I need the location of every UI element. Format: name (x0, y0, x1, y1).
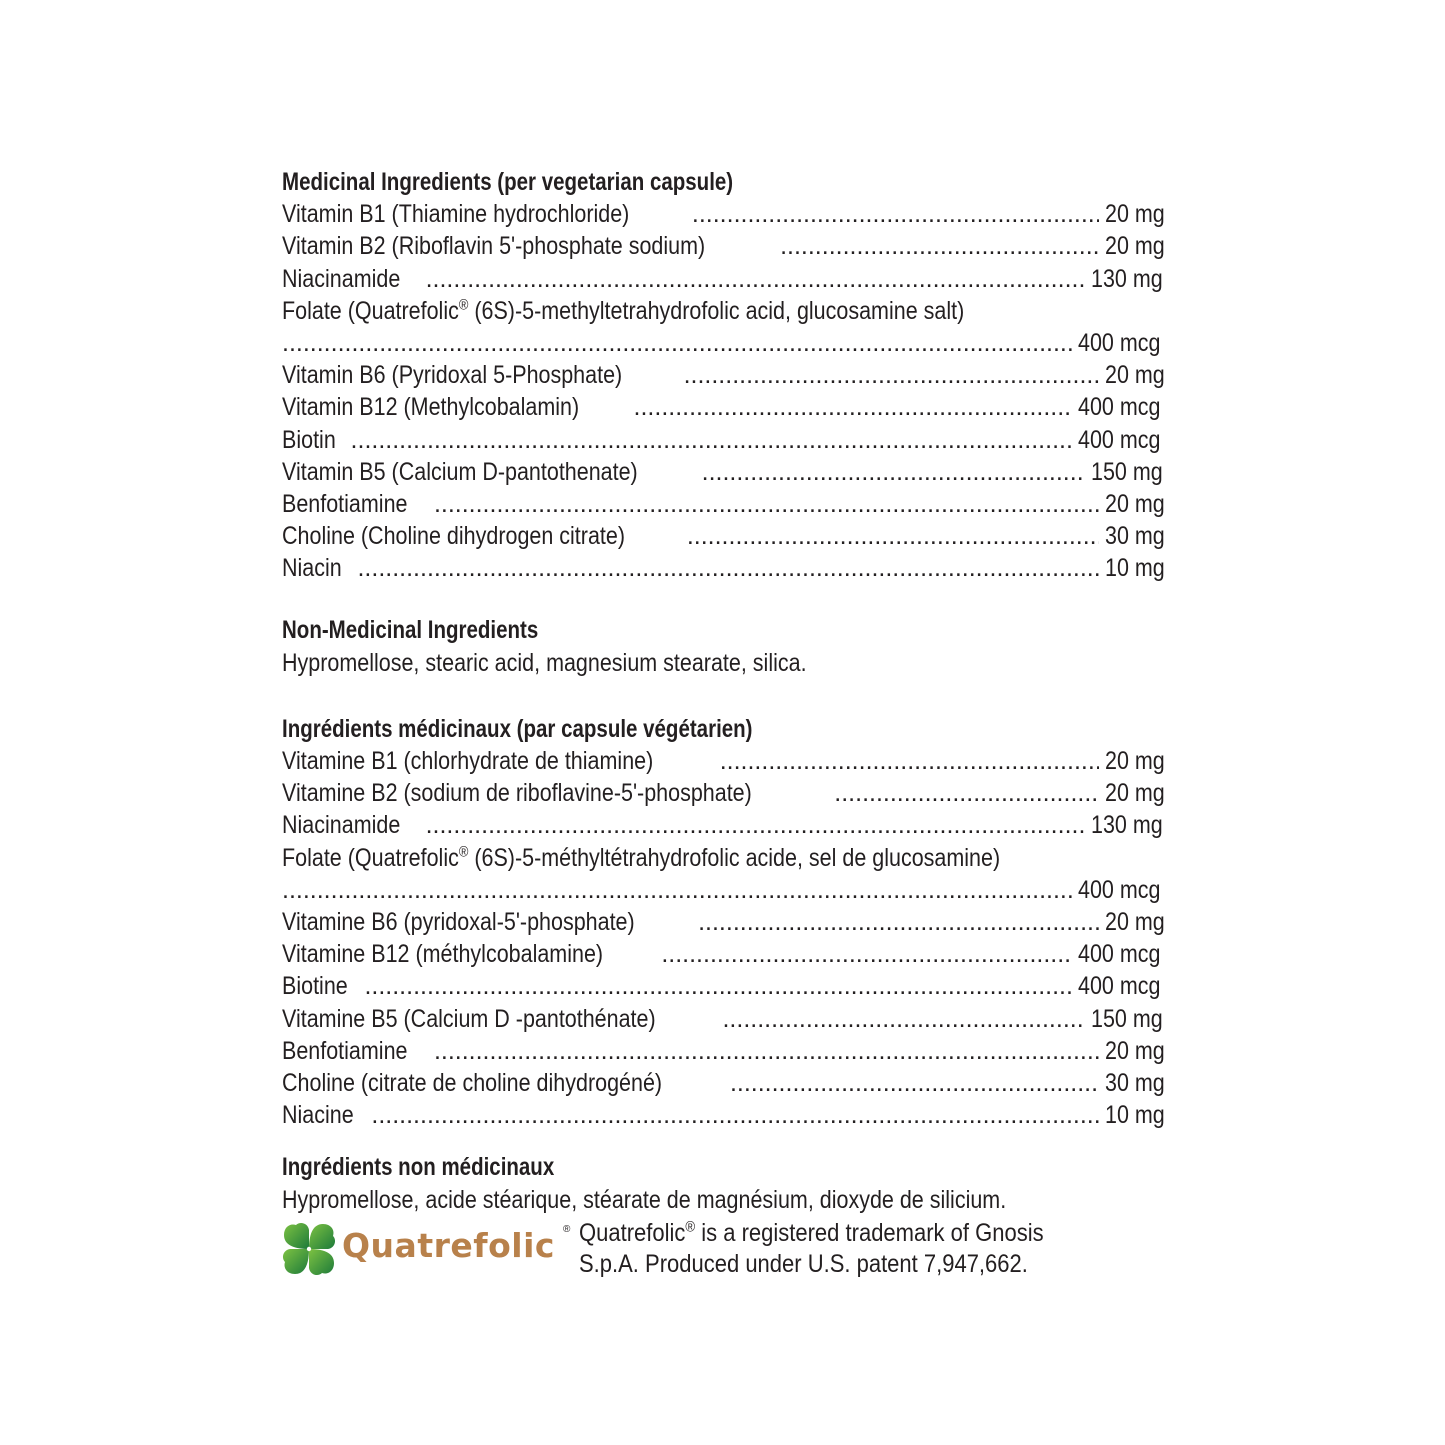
ingredient-row: Vitamin B5 (Calcium D-pantothenate) ..... 150 mg (282, 456, 1174, 488)
ingredient-row: Vitamin B6 (Pyridoxal 5-Phosphate) ..... 20 mg (282, 359, 1174, 391)
ingredient-row: Vitamine B12 (méthylcobalamine) ..... 400 mcg (282, 938, 1174, 970)
ingredients-medicinaux-heading: Ingrédients médicinaux (par capsule végétarien) (282, 714, 753, 743)
trademark-notice: Quatrefolic® is a registered trademark of Gnosis S.p.A. Produced under U.S. patent 7,947,662. (579, 1218, 1044, 1278)
quatrefolic-logo-text: Quatrefolic (342, 1226, 555, 1265)
ingredient-row: Vitamin B2 (Riboflavin 5'-phosphate sodium) ..... 20 mg (282, 230, 1174, 262)
ingredient-row: Vitamin B1 (Thiamine hydrochloride) ..... 20 mg (282, 198, 1174, 230)
ingredient-row: Vitamine B2 (sodium de riboflavine-5'-phosphate) ..... 20 mg (282, 777, 1174, 809)
ingredient-row: Choline (citrate de choline dihydrogéné) ..... 30 mg (282, 1067, 1174, 1099)
ingredient-row-folate-amount: ..... 400 mcg (282, 874, 1174, 906)
ingredient-row: Biotine ..... 400 mcg (282, 970, 1174, 1002)
ingredient-row-folate-name: Folate (Quatrefolic® (6S)-5-methyltetrahydrofolic acid, glucosamine salt) (282, 296, 965, 325)
ingredient-row: Vitamine B6 (pyridoxal-5'-phosphate) ..... 20 mg (282, 906, 1174, 938)
footer (280, 1218, 1180, 1282)
ingredient-row-folate-name: Folate (Quatrefolic® (6S)-5-méthyltétrahydrofolic acide, sel de glucosamine) (282, 843, 1001, 872)
ingredient-row: Niacin ..... 10 mg (282, 552, 1174, 584)
ingredient-row: Benfotiamine ..... 20 mg (282, 488, 1174, 520)
non-medicinal-ingredients-text: Hypromellose, stearic acid, magnesium stearate, silica. (282, 648, 807, 677)
ingredient-row: Vitamin B12 (Methylcobalamin) ..... 400 mcg (282, 391, 1174, 423)
ingredient-row: Vitamine B1 (chlorhydrate de thiamine) ..... 20 mg (282, 745, 1174, 777)
ingredient-row: Vitamine B5 (Calcium D -pantothénate) ..... 150 mg (282, 1003, 1174, 1035)
ingredient-row: Niacinamide ..... 130 mg (282, 809, 1174, 841)
non-medicinal-ingredients-heading: Non-Medicinal Ingredients (282, 616, 539, 645)
medicinal-ingredients-heading: Medicinal Ingredients (per vegetarian capsule) (282, 168, 734, 196)
logo-registered-mark: ® (563, 1224, 571, 1235)
ingredients-non-medicinaux-text: Hypromellose, acide stéarique, stéarate de magnésium, dioxyde de silicium. (282, 1185, 1007, 1214)
ingredient-row: Benfotiamine ..... 20 mg (282, 1035, 1174, 1067)
ingredients-non-medicinaux-heading: Ingrédients non médicinaux (282, 1153, 555, 1182)
ingredient-row: Biotin ..... 400 mcg (282, 424, 1174, 456)
ingredient-row-folate-amount: ..... 400 mcg (282, 327, 1174, 359)
four-leaf-clover-icon (280, 1220, 338, 1278)
ingredients-panel (282, 166, 1174, 1216)
ingredient-row: Niacinamide ..... 130 mg (282, 263, 1174, 295)
ingredient-row: Choline (Choline dihydrogen citrate) ..... 30 mg (282, 520, 1174, 552)
ingredient-row: Niacine ..... 10 mg (282, 1099, 1174, 1131)
